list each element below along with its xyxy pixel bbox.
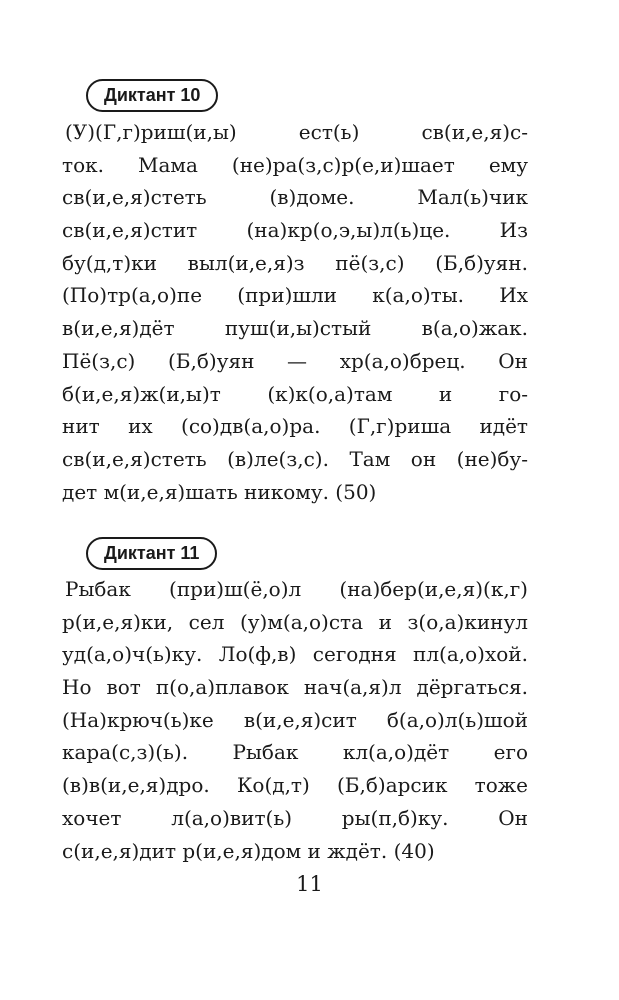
text-line: в(и,е,я)дёт пуш(и,ы)стый в(а,о)жак. xyxy=(62,316,528,341)
text-line: б(и,е,я)ж(и,ы)т (к)к(о,а)там и го- xyxy=(62,381,528,406)
text-line: св(и,е,я)стеть (в)ле(з,с). Там он (не)бу- xyxy=(62,446,528,471)
dictation-10-title: Диктант 10 xyxy=(86,79,218,112)
text-line: дет м(и,е,я)шать никому. (50) xyxy=(62,479,377,504)
text-line: бу(д,т)ки выл(и,е,я)з пё(з,с) (Б,б)уян. xyxy=(62,250,528,275)
text-line: кара(с,з)(ь). Рыбак кл(а,о)дёт его xyxy=(62,740,528,765)
text-line: с(и,е,я)дит р(и,е,я)дом и ждёт. (40) xyxy=(62,838,435,863)
text-line: ток. Мама (не)ра(з,с)р(е,и)шает ему xyxy=(62,152,528,177)
text-line: нит их (со)дв(а,о)ра. (Г,г)риша идёт xyxy=(62,414,528,439)
text-line: р(и,е,я)ки, сел (у)м(а,о)ста и з(о,а)кинул xyxy=(62,609,528,634)
text-line: уд(а,о)ч(ь)ку. Ло(ф,в) сегодня пл(а,о)хой. xyxy=(62,642,528,667)
text-line: Рыбак (при)ш(ё,о)л (на)бер(и,е,я)(к,г) xyxy=(65,577,528,601)
text-line: Но вот п(о,а)плавок нач(а,я)л дёргаться. xyxy=(62,675,528,700)
text-line: (По)тр(а,о)пе (при)шли к(а,о)ты. Их xyxy=(62,283,528,308)
text-line: св(и,е,я)стеть (в)доме. Мал(ь)чик xyxy=(62,185,528,210)
text-line: (На)крюч(ь)ке в(и,е,я)сит б(а,о)л(ь)шой xyxy=(62,707,528,732)
dictation-11-text xyxy=(62,573,528,867)
text-line: св(и,е,я)стит (на)кр(о,э,ы)л(ь)це. Из xyxy=(62,218,528,243)
text-line: хочет л(а,о)вит(ь) ры(п,б)ку. Он xyxy=(62,805,528,830)
text-line: Пё(з,с) (Б,б)уян — хр(а,о)брец. Он xyxy=(62,348,528,373)
dictation-10-text xyxy=(62,116,528,508)
text-line: (в)в(и,е,я)дро. Ко(д,т) (Б,б)арсик тоже xyxy=(62,773,528,798)
page-number: 11 xyxy=(296,872,323,896)
text-line: (У)(Г,г)риш(и,ы) ест(ь) св(и,е,я)с- xyxy=(65,120,528,144)
dictation-11-title: Диктант 11 xyxy=(86,537,217,570)
